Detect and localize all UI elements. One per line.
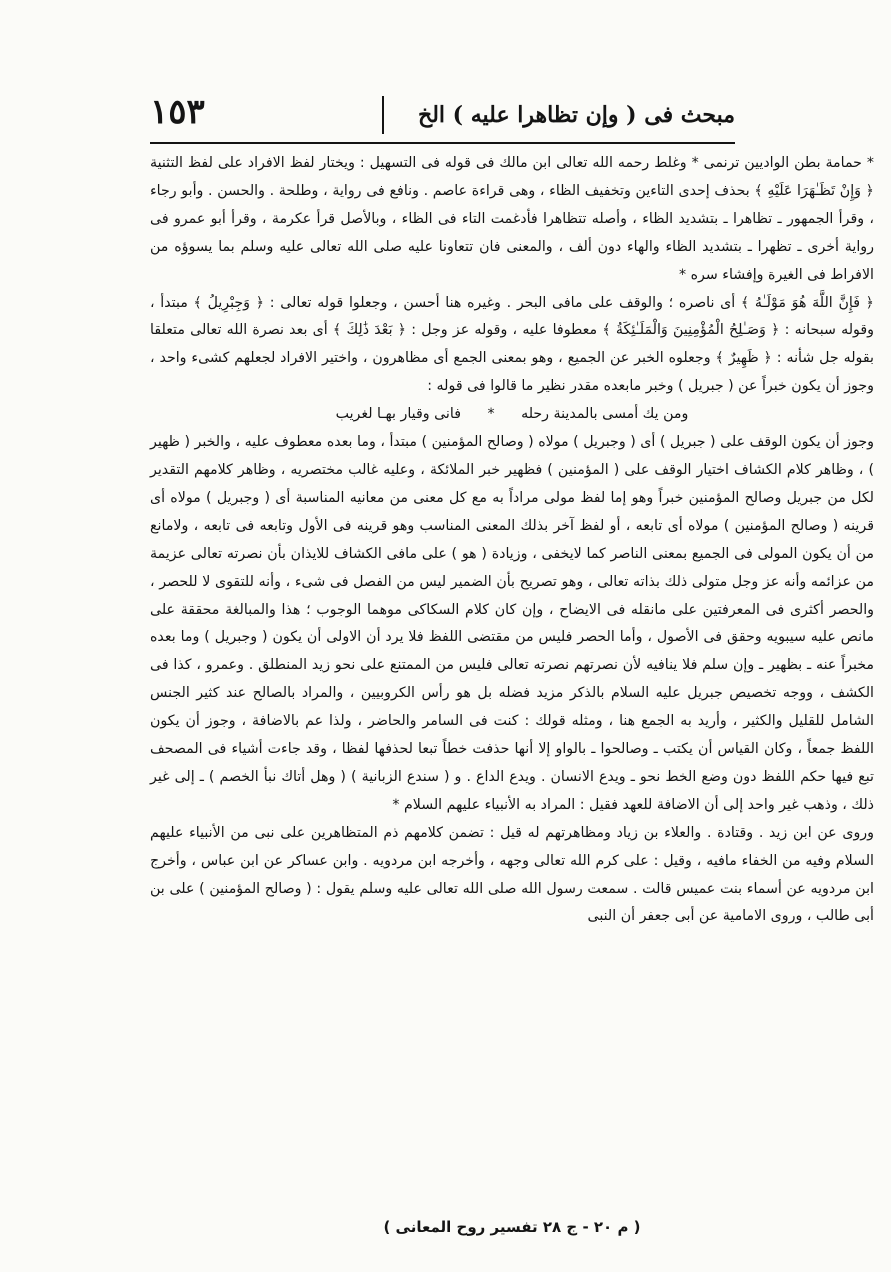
- verse-hemistich-1: ومن يك أمسى بالمدينة رحله: [521, 406, 689, 423]
- poetry-verse: [150, 401, 874, 429]
- paragraph-4: وروى عن ابن زيد . وقتادة . والعلاء بن زياد ومظاهرتهم له قيل : تضمن كلامهم ذم المتظاهرين على نبى من الأنبياء عليهم السلام وفيه من الخفاء مافيه ، وقيل : على كرم الله تعالى وجهه ، وأخرجه ابن مردويه . وابن عساكر عن ابن عباس ، وأخرج ابن مردويه عن أسماء بنت عميس قالت . سمعت رسول الله صلى الله تعالى عليه وسلم يقول : ( وصالح المؤمنين ) على بن أبى طالب ، وروى الامامية عن أبى جعفر أن النبى: [150, 824, 874, 925]
- page-number: ١٥٣: [150, 92, 205, 132]
- verse-separator: *: [487, 406, 495, 423]
- body-text: [150, 150, 874, 931]
- paragraph-2: ﴿ فَإِنَّ اللَّهَ هُوَ مَوْلَـٰهُ ﴾ أى ناصره ؛ والوقف على مافى البحر . وغيره هنا أحسن ، وجعلوا قوله تعالى : ﴿ وَجِبْرِيلُ ﴾ مبتدأ ، وقوله سبحانه : ﴿ وَصَـٰلِحُ الْمُؤْمِنِينَ وَالْمَلَـٰئِكَةُ ﴾ معطوفا عليه ، وقوله عز وجل : ﴿ بَعْدَ ذَٰلِكَ ﴾ أى بعد نصرة الله تعالى متعلقا بقوله جل شأنه : ﴿ ظَهِيرٌ ﴾ وجعلوه الخبر عن الجميع ، وهو بمعنى الجمع أى مظاهرون ، واختير الافراد لجعلهم كشىء واحد ، وجوز أن يكون خبراً عن ( جبريل ) وخبر مابعده مقدر نظير ما قالوا فى قوله :: [150, 294, 874, 395]
- header-separator: [382, 96, 384, 134]
- paragraph-3: وجوز أن يكون الوقف على ( جبريل ) أى ( وجبريل ) مولاه ( وصالح المؤمنين ) مبتدأ ، وما بعده معطوف عليه ، والخبر ( ظهير ) ، وظاهر كلام الكشاف اختيار الوقف على ( المؤمنين ) فظهير خبر الملائكة ، وعليه غالب مختصريه ، وظاهر كلامهم التقدير لكل من جبريل وصالح المؤمنين خبراً وهو إما لفظ مولى مراداً به مع كل معنى من معانيه المناسبة أى ( وجبريل ) مولاه أى قرينه ( وصالح المؤمنين ) مولاه أى تابعه ، أو لفظ آخر بذلك المعنى المناسب وهو قرينه فى الأول وتابعه فى تابعه ، ولامانع من أن يكون المولى فى الجميع بمعنى الناصر كما لايخفى ، وزيادة ( هو ) على مافى الكشاف للايذان بأن نصرته تعالى عزيمة من عزائمه وأنه عز وجل متولى ذلك بذاته تعالى ، وهو تصريح بأن الضمير ليس من الفصل فى شىء ، وأنه للتقوى لا للحصر ، والحصر أكثرى فى المعرفتين على مانقله فى الايضاح ، وإن كان كلام السكاكى موهما الوجوب ؛ هذا والمبالغة محققة على مانص عليه سيبويه وحقق فى الأصول ، وأما الحصر فليس من مقتضى اللفظ فلا يرد أن الاولى أن يكون ( وجبريل ) وما بعده مخبراً عنه ـ بظهير ـ وإن سلم فلا ينافيه لأن نصرتهم نصرته تعالى فليس من الممتنع على نحو زيد المنطلق . وعمرو ، كذا فى الكشف ، ووجه تخصيص جبريل عليه السلام بالذكر مزيد فضله بل هو رأس الكروبيين ، والمراد بالصالح عند كثير الجنس الشامل للقليل والكثير ، وأريد به الجمع هنا ، ومثله قولك : كنت فى السامر والحاضر ، ولذا عم بالاضافة ، وجوز أن يكون اللفظ جمعاً ، وكان القياس أن يكتب ـ وصالحوا ـ بالواو إلا أنها حذفت خطاً تبعا لحذفها لفظا ، وقد جاءت أشياء فى المصحف تبع فيها حكم اللفظ دون وضع الخط نحو ـ ويدع الانسان . ويدع الداع . و ( سندع الزبانية ) ( وهل أتاك نبأ الخصم ) ـ إلى غير ذلك ، وذهب غير واحد إلى أن الاضافة للعهد فقيل : المراد به الأنبياء عليهم السلام *: [150, 434, 874, 813]
- page-footer: ( م ٢٠ - ج ٢٨ تفسير روح المعانى ): [383, 1218, 641, 1236]
- header-rule: [150, 142, 735, 144]
- page-header: [150, 88, 735, 140]
- paragraph-1: * حمامة بطن الواديين ترنمى * وغلط رحمه الله تعالى ابن مالك فى قوله فى التسهيل : ويختار لفظ الافراد على لفظ التثنية ﴿ وَإِنْ تَظَـٰهَرَا عَلَيْهِ ﴾ بحذف إحدى التاءين وتخفيف الظاء ، وهى قراءة عاصم . ونافع فى رواية ، وطلحة . والحسن . وأبو رجاء ، وقرأ الجمهور ـ تظاهرا ـ بتشديد الظاء ، وأصله تتظاهرا فأدغمت التاء فى الظاء ، وبالأصل قرأ عكرمة ، وقرأ أبو عمرو فى رواية أخرى ـ تظهرا ـ بتشديد الظاء والهاء دون ألف ، والمعنى فان تتعاونا عليه صلى الله تعالى عليه وسلم بما يسوؤه من الافراط فى الغيرة وإفشاء سره *: [150, 155, 874, 283]
- verse-hemistich-2: فانى وقيار بهـا لغريب: [335, 406, 461, 423]
- header-title: مبحث فى ( وإن تظاهرا عليه ) الخ: [418, 102, 735, 128]
